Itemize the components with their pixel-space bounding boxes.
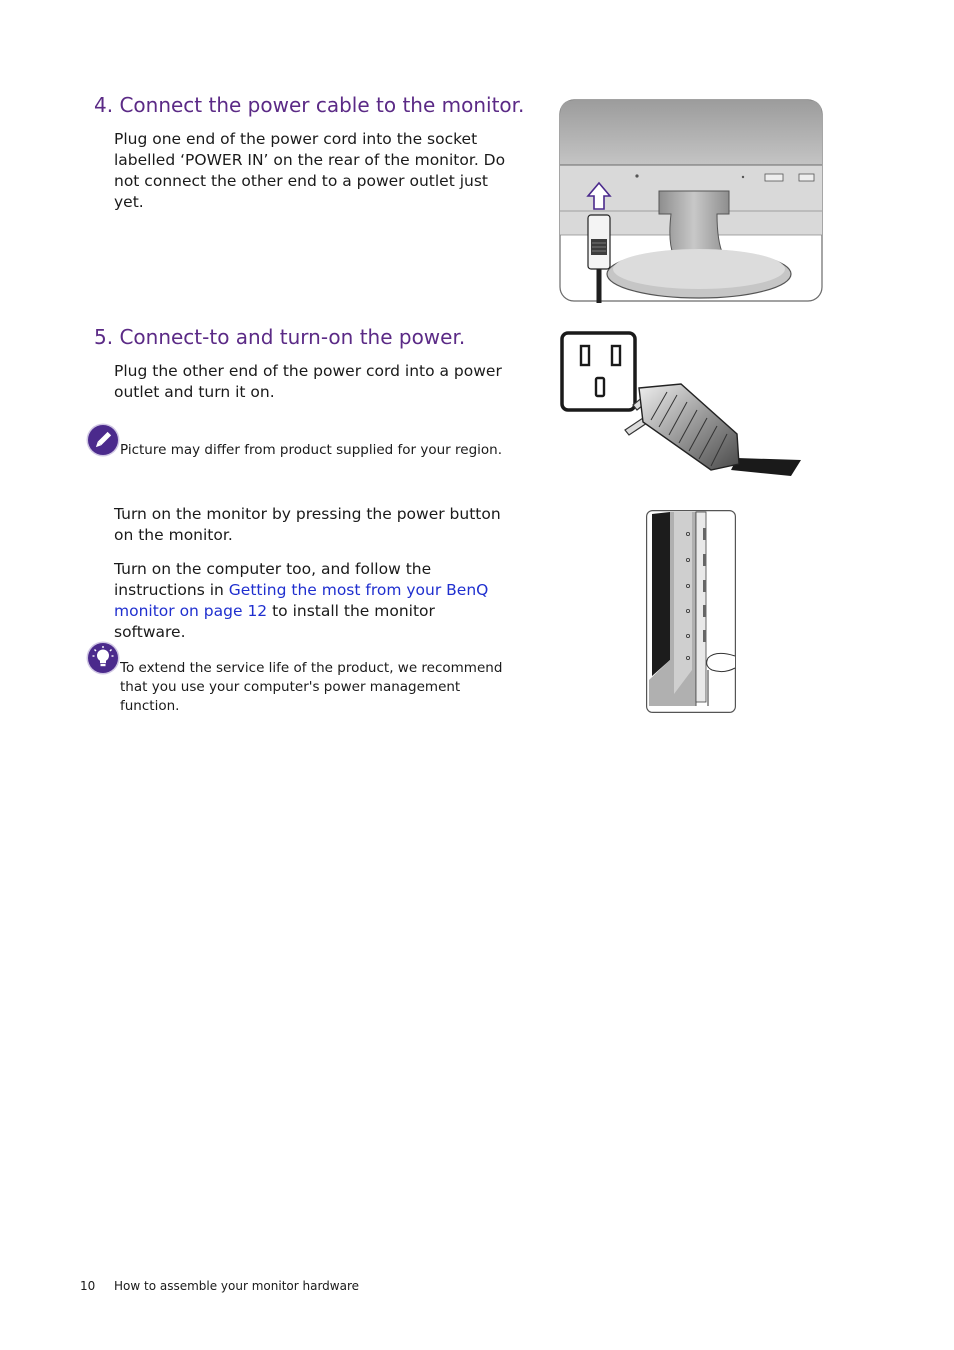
footer-section-title: How to assemble your monitor hardware bbox=[114, 1279, 360, 1293]
page-number: 10 bbox=[80, 1279, 96, 1293]
region-note: Picture may differ from product supplied for your region. bbox=[120, 442, 502, 458]
monitor-rear-illustration bbox=[559, 99, 823, 303]
power-management-tip: To extend the service life of the product, we recommend that you use your computer's power management function. bbox=[120, 660, 503, 714]
step5-body: Plug the other end of the power cord into a power outlet and turn it on. bbox=[114, 362, 502, 401]
power-on-text: Turn on the monitor by pressing the power button on the monitor. bbox=[114, 505, 501, 544]
step4-heading: 4. Connect the power cable to the monitor. bbox=[94, 93, 525, 117]
pencil-icon bbox=[88, 425, 118, 455]
monitor-side-illustration bbox=[646, 510, 736, 713]
power-outlet-illustration bbox=[559, 330, 807, 480]
step4-body: Plug one end of the power cord into the socket labelled ‘POWER IN’ on the rear of the monitor. Do not connect the other end to a power outlet just yet. bbox=[114, 130, 506, 211]
step5-heading: 5. Connect-to and turn-on the power. bbox=[94, 325, 466, 349]
computer-on-suffix: to install the monitor software. bbox=[114, 602, 435, 641]
computer-on-prefix: Turn on the computer too, and follow the instructions in bbox=[114, 560, 432, 599]
computer-on-text bbox=[114, 559, 509, 643]
getting-most-link[interactable]: Getting the most from your BenQ monitor on page 12 bbox=[114, 581, 489, 620]
lightbulb-icon bbox=[88, 643, 118, 673]
